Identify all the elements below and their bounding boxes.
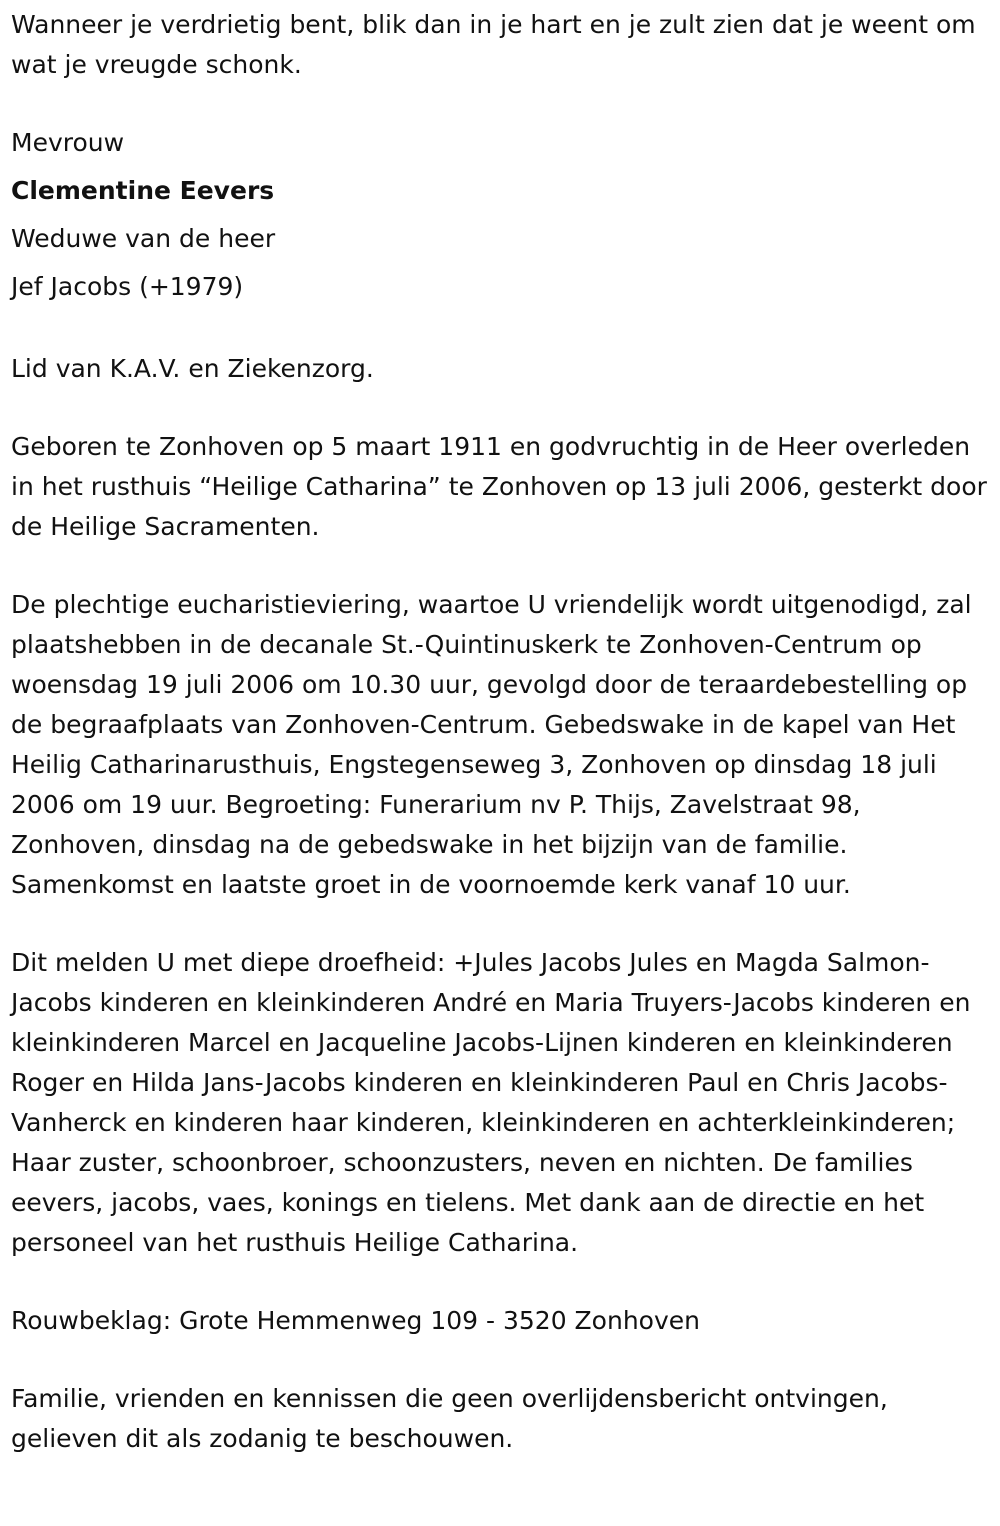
ceremony-paragraph: De plechtige eucharistieviering, waartoe U vriendelijk wordt uitgenodigd, zal plaatshebben in de decanale St.-Quintinuskerk te Zonhoven-Centrum op woensdag 19 juli 2006 om 10.30 uur, gevolgd door de teraardebestelling op de begraafplaats van Zonhoven-Centrum. Gebedswake in de kapel van Het Heilig Catharinarusthuis, Engstegenseweg 3, Zonhoven op dinsdag 18 juli 2006 om 19 uur. Begroeting: Funerarium nv P. Thijs, Zavelstraat 98, Zonhoven, dinsdag na de gebedswake in het bijzijn van de familie. Samenkomst en laatste groet in de voornoemde kerk vanaf 10 uur. (11, 590, 972, 899)
title-prefix: Mevrouw (11, 128, 125, 157)
spouse-line: Jef Jacobs (+1979) (11, 272, 244, 301)
deceased-name: Clementine Eevers (11, 176, 275, 205)
membership-line: Lid van K.A.V. en Ziekenzorg. (11, 354, 374, 383)
announcement-paragraph: Dit melden U met diepe droefheid: +Jules Jacobs Jules en Magda Salmon-Jacobs kinderen en kleinkinderen André en Maria Truyers-Jacobs kinderen en kleinkinderen Marcel en Jacqueline Jacobs-Lijnen kinderen en kleinkinderen Roger en Hilda Jans-Jacobs kinderen en kleinkinderen Paul en Chris Jacobs-Vanherck en kinderen haar kinderen, kleinkinderen en achterkleinkinderen; Haar zuster, schoonbroer, schoonzusters, neven en nichten. De families eevers, jacobs, vaes, konings en tielens. Met dank aan de directie en het personeel van het rusthuis Heilige Catharina. (11, 948, 971, 1257)
closing-note: Familie, vrienden en kennissen die geen overlijdensbericht ontvingen, gelieven dit als zodanig te beschouwen. (11, 1384, 888, 1453)
obituary-document (11, 5, 995, 1459)
widow-line: Weduwe van de heer (11, 224, 276, 253)
birth-death-paragraph: Geboren te Zonhoven op 5 maart 1911 en godvruchtig in de Heer overleden in het rusthuis “Heilige Catharina” te Zonhoven op 13 juli 2006, gesterkt door de Heilige Sacramenten. (11, 432, 987, 541)
opening-quote: Wanneer je verdrietig bent, blik dan in je hart en je zult zien dat je weent om wat je vreugde schonk. (11, 10, 976, 79)
condolence-address: Rouwbeklag: Grote Hemmenweg 109 - 3520 Zonhoven (11, 1306, 700, 1335)
